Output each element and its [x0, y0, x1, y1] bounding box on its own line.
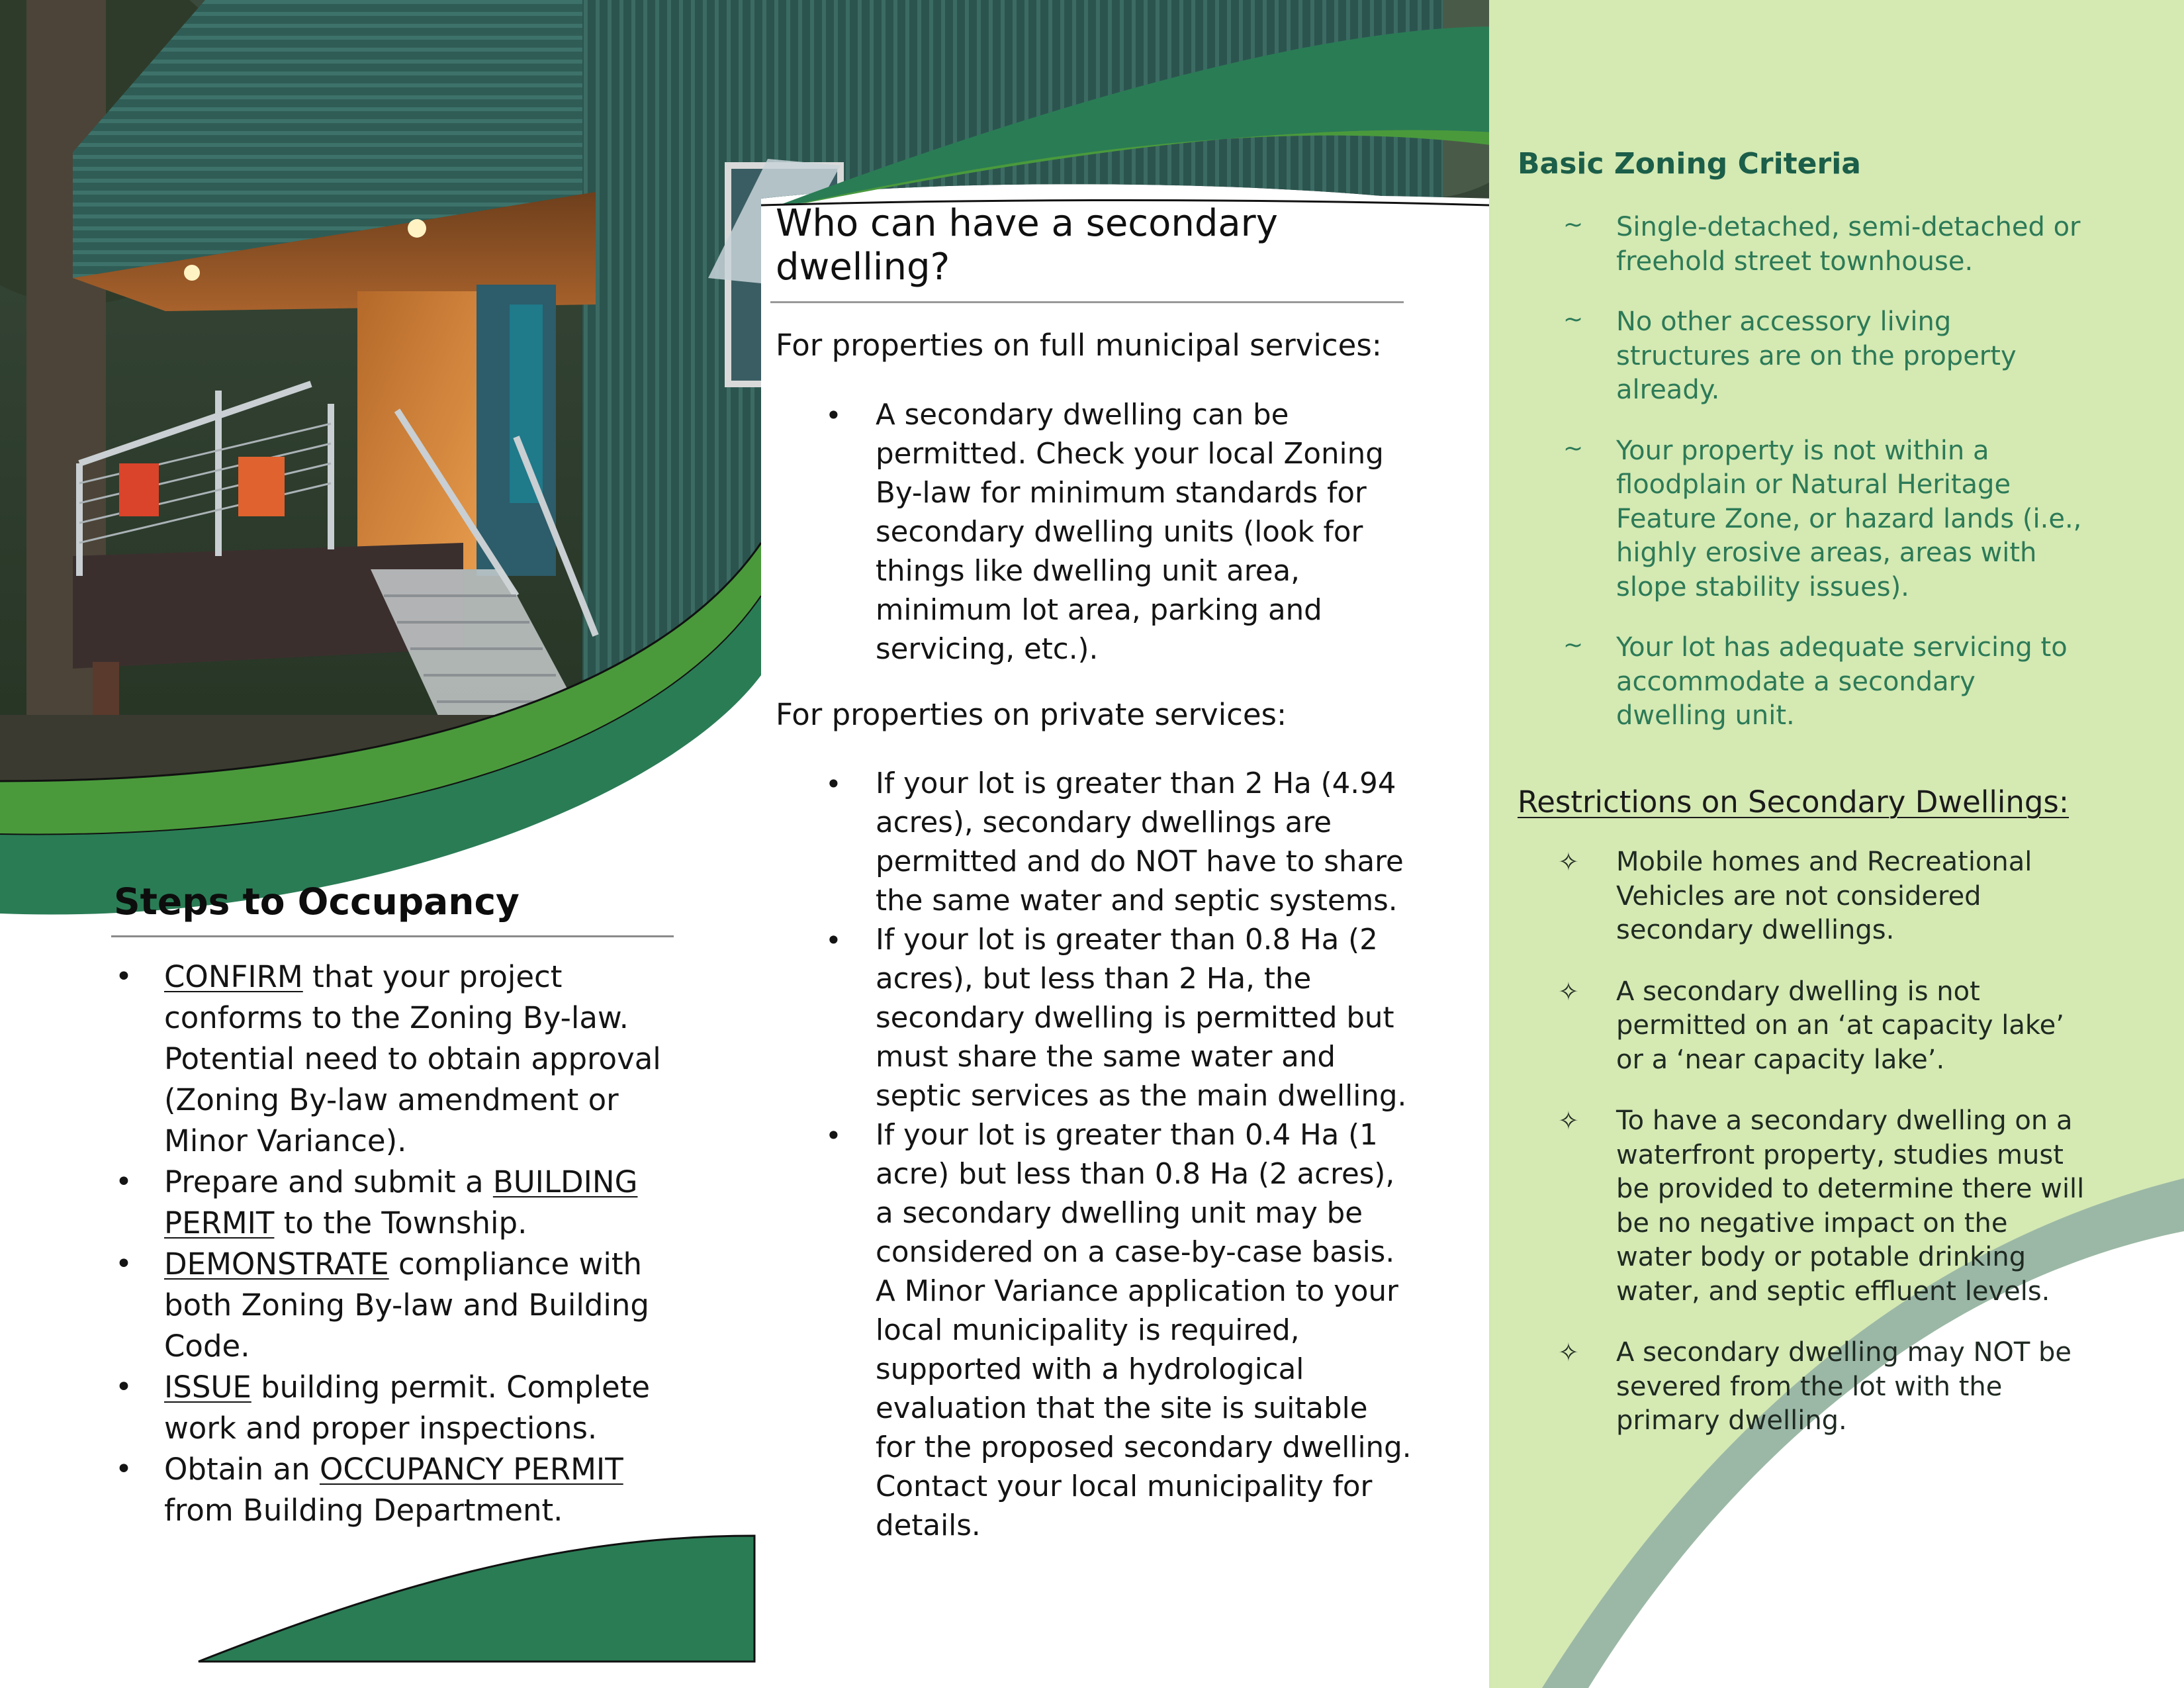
full-services-list [804, 396, 1413, 669]
list-item: ~ No other accessory living structures are on the property already. [1562, 305, 2091, 408]
step-text: from Building Department. [164, 1493, 563, 1528]
step-text: compliance with both Zoning By-law and Building Code. [164, 1246, 649, 1364]
restrictions-title: Restrictions on Secondary Dwellings: [1518, 784, 2070, 820]
step-text: Obtain an [164, 1452, 320, 1487]
basic-zoning-list [1562, 211, 2091, 760]
private-services-list [804, 765, 1413, 1546]
list-item: ✧ A secondary dwelling may NOT be severed from the lot with the primary dwelling. [1562, 1336, 2091, 1438]
list-item: • A secondary dwelling can be permitted. Check your local Zoning By-law for minimum standards for secondary dwelling units (look for things like dwelling unit area, minimum lot area, parking and servicing, etc.). [804, 396, 1413, 669]
list-item: ~ Your property is not within a floodplain or Natural Heritage Feature Zone, or hazard lands (i.e., highly erosive areas, areas with slope stability issues). [1562, 434, 2091, 605]
middle-divider [770, 301, 1404, 303]
middle-heading: Who can have a secondary dwelling? [776, 202, 1278, 289]
list-item [106, 1244, 688, 1367]
list-item [106, 1367, 688, 1449]
steps-list [106, 957, 688, 1531]
list-item: ✧ A secondary dwelling is not permitted on an ‘at capacity lake’ or a ‘near capacity lake’. [1562, 975, 2091, 1078]
building-permit-link[interactable]: BUILDING PERMIT [164, 1164, 638, 1241]
list-item [106, 1449, 688, 1531]
list-item: ~ Single-detached, semi-detached or freehold street townhouse. [1562, 211, 2091, 279]
bottom-wave-decoration [185, 1523, 768, 1675]
list-item: • If your lot is greater than 2 Ha (4.94 acres), secondary dwellings are permitted and do NOT have to share the same water and septic systems. [804, 765, 1413, 921]
confirm-link[interactable]: CONFIRM [164, 959, 303, 994]
step-text: Prepare and submit a [164, 1164, 493, 1199]
steps-divider [111, 935, 674, 937]
list-item [106, 957, 688, 1162]
demonstrate-link[interactable]: DEMONSTRATE [164, 1246, 389, 1282]
step-text: to the Township. [274, 1205, 527, 1241]
list-item [106, 1162, 688, 1244]
list-item: ✧ To have a secondary dwelling on a waterfront property, studies must be provided to determine there will be no negative impact on the water body or potable drinking water, and septic effluent levels. [1562, 1104, 2091, 1309]
issue-link[interactable]: ISSUE [164, 1370, 251, 1405]
step-text: building permit. Complete work and proper inspections. [164, 1370, 651, 1446]
list-item: • If your lot is greater than 0.8 Ha (2 acres), but less than 2 Ha, the secondary dwelling is permitted but must share the same water and septic services as the main dwelling. [804, 921, 1413, 1116]
private-services-label: For properties on private services: [776, 697, 1287, 732]
restrictions-list [1562, 845, 2091, 1466]
occupancy-permit-link[interactable]: OCCUPANCY PERMIT [319, 1452, 623, 1487]
step-text: that your project conforms to the Zoning By-law. Potential need to obtain approval (Zoning By-law amendment or Minor Variance). [164, 959, 661, 1158]
steps-title: Steps to Occupancy [114, 880, 520, 923]
basic-zoning-title: Basic Zoning Criteria [1518, 147, 1861, 181]
list-item: • If your lot is greater than 0.4 Ha (1 acre) but less than 0.8 Ha (2 acres), a secondary dwelling unit may be considered on a case-by-case basis. A Minor Variance application to your local municipality is required, supported with a hydrological evaluation that the site is suitable for the proposed secondary dwelling. Contact your local municipality for details. [804, 1116, 1413, 1546]
list-item: ~ Your lot has adequate servicing to accommodate a secondary dwelling unit. [1562, 631, 2091, 733]
list-item: ✧ Mobile homes and Recreational Vehicles are not considered secondary dwellings. [1562, 845, 2091, 948]
full-services-label: For properties on full municipal services: [776, 328, 1382, 363]
